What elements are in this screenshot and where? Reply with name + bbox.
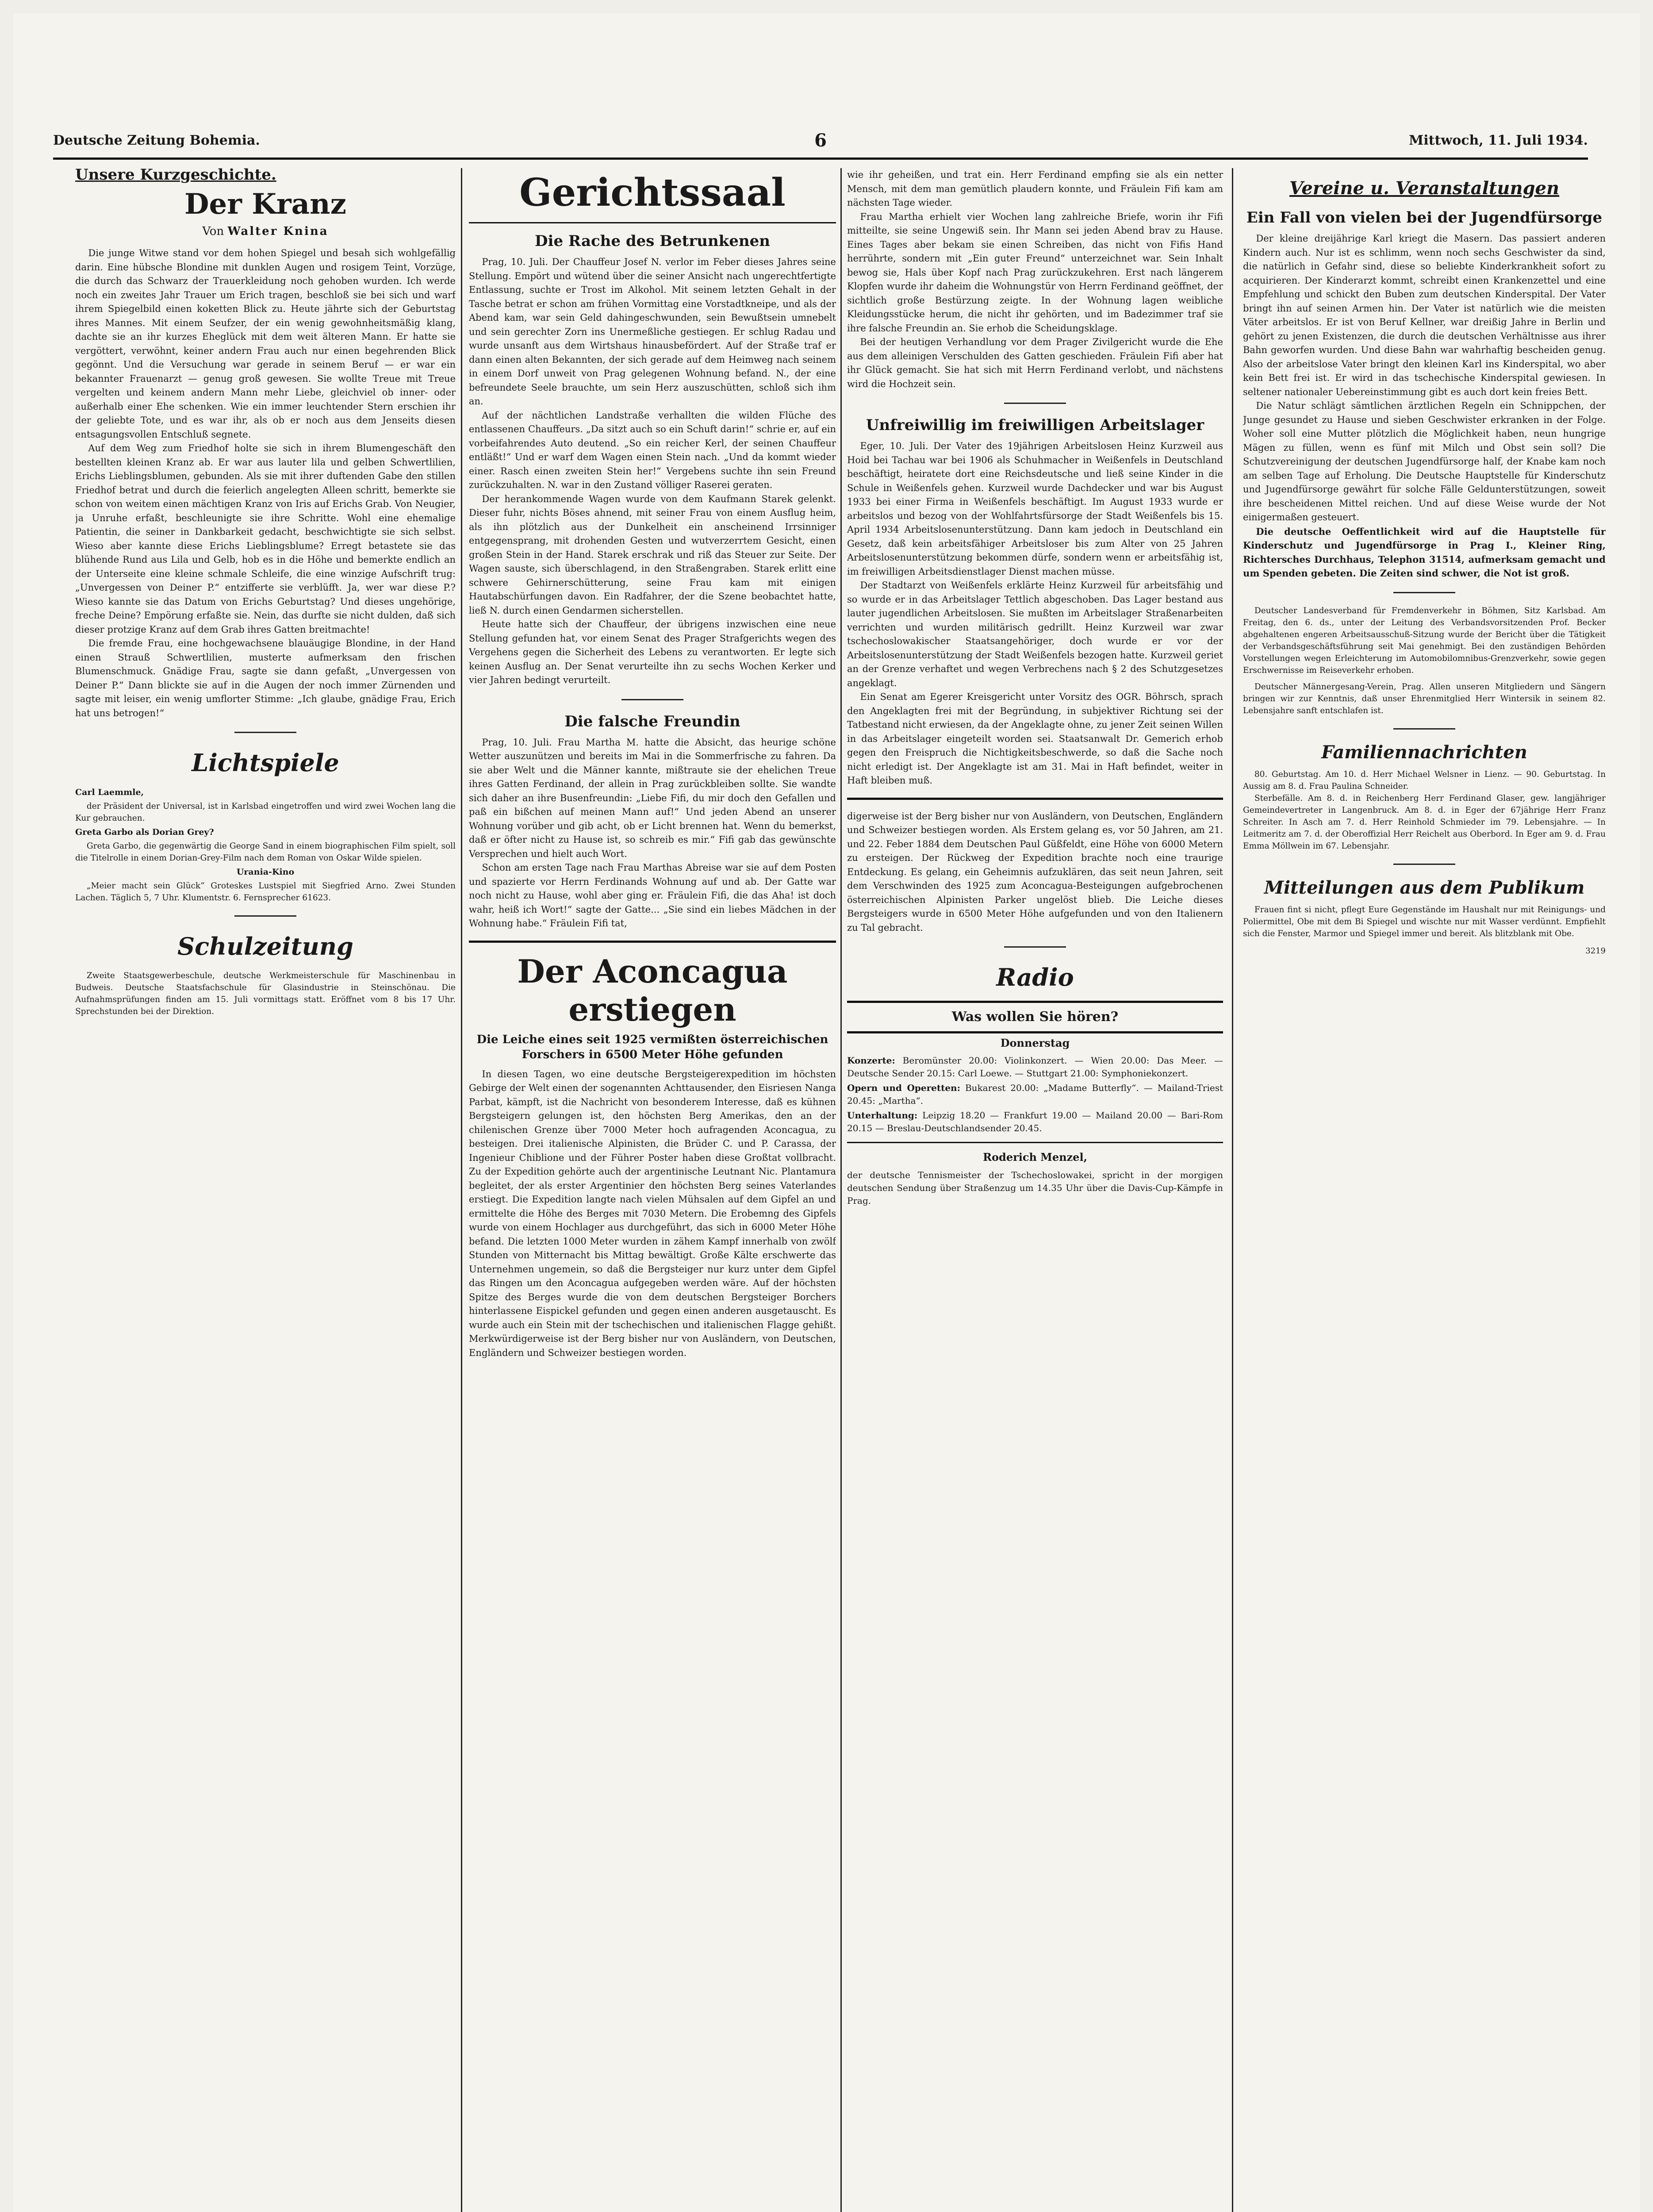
story-paragraph: Die fremde Frau, eine hochgewachsene blauäugige Blondine, in der Hand einen Strauß Schwertlilien, musterte aufmerksam den frischen Blumenschmuck. Gnädige Frau, sagte sie dann gefaßt, „Unvergessen von Deiner P.“ Dann blickte sie auf in die Augen der noch immer Zürnenden und sagte mit leiser, ein wenig umflorter Stimme: „Ich glaube, gnädige Frau, Erich hat uns betrogen!“ (75, 638, 456, 718)
film-entry-title: Carl Laemmle, (75, 787, 144, 797)
film-entry (75, 866, 456, 878)
page-number: 6 (814, 130, 827, 151)
article-paragraph: Die deutsche Oeffentlichkeit wird auf die Hauptstelle für Kinderschutz und Jugendfürsorge in Prag I., Kleiner Ring, Richtersches Durchhaus, Telephon 31514, aufmerksam gemacht und um Spenden gebeten. Die Zeiten sind schwer, die Not ist groß. (1243, 526, 1606, 579)
film-entry-text: der Präsident der Universal, ist in Karlsbad eingetroffen und wird zwei Wochen lang die Kur gebrauchen. (75, 802, 456, 823)
column-3 (847, 168, 1223, 2212)
byline-prefix: Von (202, 224, 224, 238)
column-2 (469, 168, 836, 2212)
article-paragraph: Die Natur schlägt sämtlichen ärztlichen Regeln ein Schnippchen, der Junge gesundet zu Hause und sieben Geschwister erkranken in der Folge. Woher soll eine Mutter plötzlich die Möglichkeit haben, neun hungrige Mägen zu füllen, wenn es fünf mit Milch und Obst sein soll? Die Schutzvereinigung der deutschen Jugendfürsorge half, der Knabe kam noch am selben Tage auf Erholung. Die Deutsche Hauptstelle für Kinderschutz und Jugendfürsorge gewährt für solche Fälle Geldunterstützungen, soweit ihre bescheidenen Mittel reichen. Und auf diese Weise wurde der Not einigermaßen gesteuert. (1243, 400, 1606, 522)
radio-item (847, 1082, 1223, 1107)
article-paragraph: Frau Martha erhielt vier Wochen lang zahlreiche Briefe, worin ihr Fifi mitteilte, sie seine Ungewiß sein. Ihr Mann sei jeden Abend brav zu Hause. Eines Tages aber bekam sie einen Schreiben, das nicht von Fifis Hand herrührte, sondern mit „Ein guter Freund“ unterzeichnet war. Sein Inhalt bewog sie, Hals über Kopf nach Prag zurückzukehren. Erst nach längerem Klopfen wurde ihr daheim die Wohnungstür von Herrn Ferdinand geöffnet, der sichtlich große Bestürzung zeigte. In der Wohnung lagen weibliche Kleidungsstücke herum, die nicht ihr gehörten, und im Badezimmer traf sie ihre falsche Freundin an. Sie erhob die Scheidungsklage. (847, 211, 1223, 334)
radio-box (847, 1001, 1223, 1033)
divider (621, 699, 683, 700)
divider (234, 732, 296, 733)
article-paragraph: In diesen Tagen, wo eine deutsche Bergsteigerexpedition im höchsten Gebirge der Welt einen der sogenannten Achttausender, den Eisriesen Nanga Parbat, kämpft, ist die Nachricht von besonderem Interesse, daß es kühnen Bergsteigern gelungen ist, den höchsten Berg Amerikas, den an der chilenischen Grenze über 7000 Meter hoch aufragenden Aconcagua, zu besteigen. Drei italienische Alpinisten, die Brüder C. und P. Carassa, der Ingenieur Chiblione und der Führer Poster haben diese Großtat vollbracht. Zu der Expedition gehörte auch der argentinische Leutnant Nic. Plantamura begleitet, der als erster Argentinier den höchsten Berg seines Vaterlandes erstiegt. Die Expedition langte nach vielen Mühsalen auf dem Gipfel an und ermittelte die Höhe des Berges mit 7030 Metern. Die Erobemng des Gipfels wurde von einem Hochlager aus durchgeführt, das sich in 6000 Meter Höhe befand. Die letzten 1000 Meter wurden in zähem Kampf innerhalb von zwölf Stunden von Mitternacht bis Mittag bewältigt. Große Kälte erschwerte das Unternehmen ungemein, so daß die Bergsteiger nur kurz unter dem Gipfel das Ringen um den Aconcagua aufgegeben werden wäre. Auf der höchsten Spitze des Berges wurde die von dem deutschen Bergsteiger Borchers hinterlassene Eispickel gefunden und gegen einen anderen ausgetauscht. Es wurde auch ein Stein mit der tschechischen und italienischen Flagge gehißt. Merkwürdigerweise ist der Berg bisher nur von Ausländern, von Deutschen, Engländern und Schweizer bestiegen worden. (469, 1068, 836, 1358)
kicker: Unsere Kurzgeschichte. (75, 168, 276, 184)
article-paragraph: Bei der heutigen Verhandlung vor dem Prager Zivilgericht wurde die Ehe aus dem alleinigen Verschulden des Gatten geschieden. Fräulein Fifi aber hat ihr Glück gemacht. Sie hat sich mit Herrn Ferdinand verlobt, und nächstens wird die Hochzeit sein. (847, 337, 1223, 389)
menzel-title: Roderich Menzel, (983, 1151, 1087, 1164)
film-entry (75, 826, 456, 838)
divider (469, 222, 836, 223)
article-paragraph: Heute hatte sich der Chauffeur, der übrigens inzwischen eine neue Stellung gefunden hat, vor einem Senat des Prager Strafgerichts wegen des Vergehens gegen die Sicherheit des Lebens zu verantworten. Er legte sich keinen Ausflug an. Der Senat verurteilte ihn zu sechs Wochen Kerker und vier Jahren bedingt verurteilt. (469, 619, 836, 685)
article-paragraph: Der herankommende Wagen wurde von dem Kaufmann Starek gelenkt. Dieser fuhr, nichts Böses ahnend, mit seiner Frau von einem Ausflug heim, als ihn plötzlich aus der Dunkelheit ein anscheinend Irrsinniger entgegensprang, mit drohenden Gesten und wutverzerrtem Gesicht, einen großen Stein in der Hand. Starek erschrak und riß das Steuer zur Seite. Der Wagen sauste, sich überschlagend, in den Straßengraben. Starek erlitt eine schwere Gehirnerschütterung, seine Frau kam mit einigen Hautabschürfungen davon. Ein Radfahrer, der die Szene beobachtet hatte, ließ N. durch einen Gendarmen sicherstellen. (469, 493, 836, 616)
info-code: 3219 (1585, 946, 1606, 956)
article-title: Die falsche Freundin (564, 712, 740, 730)
article-title: Die Rache des Betrunkenen (535, 232, 770, 250)
divider (234, 915, 296, 917)
article-title: Ein Fall von vielen bei der Jugendfürsorge (1246, 209, 1603, 227)
paper-name: Deutsche Zeitung Bohemia. (53, 133, 260, 148)
family-entry: 80. Geburtstag. Am 10. d. Herr Michael Welsner in Lienz. — 90. Geburtstag. In Aussig am 8. d. Frau Paulina Schneider. (1243, 769, 1606, 791)
film-entry-text: Greta Garbo, die gegenwärtig die George Sand in einem biographischen Film spielt, soll die Titelrolle in einem Dorian-Grey-Film nach dem Roman von Oskar Wilde spielen. (75, 841, 456, 863)
column-1 (75, 168, 456, 2212)
radio-item-text: Beromünster 20.00: Violinkonzert. — Wien 20.00: Das Meer. — Deutsche Sender 20.15: Carl Loewe. — Stuttgart 21.00: Symphoniekonzert. (847, 1055, 1223, 1079)
film-entry-text: „Meier macht sein Glück“ Groteskes Lustspiel mit Siegfried Arno. Zwei Stunden Lachen. Täglich 5, 7 Uhr. Klumentstr. 6. Fernsprecher 61623. (75, 881, 456, 902)
radio-title: Was wollen Sie hören? (951, 1009, 1119, 1025)
divider (847, 1142, 1223, 1143)
issue-date: Mittwoch, 11. Juli 1934. (1409, 133, 1588, 148)
notice-text: Deutscher Männergesang-Verein, Prag. Allen unseren Mitgliedern und Sängern bringen wir zur Kenntnis, daß unser Ehrenmitglied Herr Wintersik in seinem 82. Lebensjahre sanft entschlafen ist. (1243, 682, 1606, 715)
article-paragraph: Prag, 10. Juli. Der Chauffeur Josef N. verlor im Feber dieses Jahres seine Stellung. Empört und wütend über die seiner Ansicht nach ungerechtfertigte Entlassung, suchte er Trost im Alkohol. Mit seinem letzten Gehalt in der Tasche betrat er schon am frühen Vormittag eine Vorstadtkneipe, und als der Abend kam, war sein Geld dahingeschwunden, sein Bewußtsein umnebelt und sein gerechter Zorn ins Unermeßliche gestiegen. Er schlug Radau und wurde unsanft aus dem Wirtshaus hinausbefördert. Auf der Straße traf er dann einen alten Bekannten, der sich gerade auf dem Heimweg nach seinem in einem Dorf unweit von Prag gelegenen Wohnung befand. N., der eine befreundete Seele brauchte, um sein Herz auszuschütten, schloß sich ihm an. (469, 257, 836, 407)
radio-item (847, 1109, 1223, 1135)
article-paragraph: Der kleine dreijährige Karl kriegt die Masern. Das passiert anderen Kindern auch. Nur ist es schlimm, wenn noch sechs Geschwister da sind, die natürlich in Gefahr sind, diese so beliebte Kinderkrankheit sofort zu acquirieren. Der Kinderarzt kommt, schreibt einen Krankenzettel und eine Empfehlung und schickt den Buben zum deutschen Kinderspital. Der Vater bringt ihn auf seinen Armen hin. Der Vater ist natürlich wie die meisten Väter arbeitslos. Er ist von Beruf Kellner, war dreißig Jahre in Berlin und gehört zu jenen Existenzen, die durch die deutschen Verhältnisse aus ihrer Bahn geworfen wurden. Und diese Bahn war wahrhaftig bescheiden genug. Also der arbeitslose Vater bringt den kleinen Karl ins Kinderspital, wo aber kein Bett frei ist. Er wird in das tschechische Kinderspital gewiesen. In seltener nationaler Uebereinstimmung gibt es auch dort kein freies Bett. (1243, 233, 1606, 397)
divider (1393, 864, 1455, 865)
article-paragraph: Auf der nächtlichen Landstraße verhallten die wilden Flüche des entlassenen Chauffeurs. „Da sitzt auch so ein Schuft darin!“ schrie er, auf ein vorbeifahrendes Auto deutend. „So ein reicher Kerl, der seinen Chauffeur entläßt!“ Und er warf dem Wagen einen Stein nach. „Und da kommt wieder einer. Rasch einen zweiten Stein her!“ Vergebens suchte ihn sein Freund zurückzuhalten. N. war in den Zustand völliger Raserei geraten. (469, 410, 836, 490)
article-paragraph: Schon am ersten Tage nach Frau Marthas Abreise war sie auf dem Posten und spazierte vor Herrn Ferdinands Wohnung auf und ab. Der Gatte war noch nicht zu Hause, wohl aber ging er. Fräulein Fifi, die das Aha! ist doch wahr, heiß ich Wort!“ sagte der Gatte... „Sie sind ein liebes Mädchen in der Wohnung habe.“ Fräulein Fifi tat, (469, 862, 836, 929)
notice-text: Deutscher Landesverband für Fremdenverkehr in Böhmen, Sitz Karlsbad. Am Freitag, den 6. ds., unter der Leitung des Verbandsvorsitzenden Prof. Becker abgehaltenen engeren Arbeitsausschuß-Sitzung wurde der Bericht über die Tätigkeit der Verbandsgeschäftsführung seit Mai genehmigt. Bei den zuständigen Behörden Vorstellungen wegen Erleichterung im Automobilomnibus-Grenzverkehr, sowie gegen Erschwernisse im Reiseverkehr erhoben. (1243, 606, 1606, 675)
story-paragraph: Die junge Witwe stand vor dem hohen Spiegel und besah sich wohlgefällig darin. Eine hübsche Blondine mit dunklen Augen und rosigem Teint, Vorzüge, die durch das Schwarz der Trauerkleidung noch gehoben wurden. Ich werde noch ein zweites Jahr Trauer um Erich tragen, beschloß sie bei sich und warf ihrem Spiegelbild einen koketten Blick zu. Heute jährte sich der Geburtstag ihres Mannes. Mit einem Seufzer, der ein wenig gewohnheitsmäßig klang, dachte sie an ihr kurzes Eheglück mit dem weit älteren Mann. Er hatte sie vergöttert, verwöhnt, keiner andern Frau auch nur einen begehrenden Blick gegönnt. Und die Versuchung war gerade in seinem Beruf — er war ein bekannter Frauenarzt — genug groß gewesen. Sie wollte Treue mit Treue vergelten und keinem andern Mann mehr Liebe, gleichviel ob inner- oder außerhalb einer Ehe schenken. Wie ein immer leuchtender Stern erschien ihr der geliebte Tote, und es war ihr, als ob er noch aus dem Jenseits diesen entsagungsvollen Entschluß segnete. (75, 248, 456, 440)
school-text: Zweite Staatsgewerbeschule, deutsche Werkmeisterschule für Maschinenbau in Budweis. Deutsche Staatsfachschule für Glasindustrie in Steinschönau. Die Aufnahmsprüfungen finden am 15. Juli vormittags statt. Eröffnet vom 8 bis 17 Uhr. Sprechstunden bei der Direktion. (75, 971, 456, 1016)
film-entry-title: Greta Garbo als Dorian Grey? (75, 827, 214, 837)
byline (75, 225, 456, 239)
column-divider-3 (1232, 168, 1233, 2212)
aconcagua-subtitle: Die Leiche eines seit 1925 vermißten österreichischen Forschers in 6500 Meter Höhe gefunden (476, 1033, 828, 1061)
divider (1004, 946, 1066, 948)
radio-heading: Radio (996, 963, 1074, 991)
divider (469, 941, 836, 943)
section-title: Gerichtssaal (519, 170, 786, 215)
info-heading: Mitteilungen aus dem Publikum (1264, 877, 1585, 898)
divider (1393, 592, 1455, 593)
story-paragraph: Auf dem Weg zum Friedhof holte sie sich in ihrem Blumengeschäft den bestellten kleinen Kranz ab. Er war aus lauter lila und gelben Schwertlilien, Erichs Lieblingsblumen, gebunden. Als sie mit ihrer duftenden Gabe den stillen Friedhof betrat und durch die feierlich angelegten Alleen schritt, bemerkte sie schon von weitem einen mächtigen Kranz von Iris auf Erichs Grab. Von Neugier, ja Unruhe erfaßt, beschleunigte sie ihre Schritte. Wohl eine ehemalige Patientin, die seiner in Dankbarkeit gedacht, beschwichtigte sie sich selbst. Wieso aber kannte diese Erichs Lieblingsblume? Erregt betastete sie das blühende Rund aus Lila und Gelb, hob es in die Höhe und bemerkte endlich an der Unterseite eine kleine schmale Schleife, die eine winzige Aufschrift trug: „Unvergessen von Deiner P.“ entzifferte sie verblüfft. Ja, wer war diese P.? Wieso kannte sie das Datum von Erichs Geburtstag? Und dieses ungehörige, freche Deine? Empörung erfaßte sie. Nein, das durfte sie nicht dulden, daß sich dieser protzige Kranz auf dem Grab ihres Gatten breitmachte! (75, 443, 456, 635)
byline-author: Walter Knina (227, 224, 329, 238)
family-entry: Sterbefälle. Am 8. d. in Reichenberg Herr Ferdinand Glaser, gew. langjähriger Gemeindevertreter in Langenbruck. Am 8. d. in Eger der 67jährige Herr Franz Schreiter. In Asch am 7. d. Herr Reinhold Schmieder im 79. Lebensjahre. — In Leitmeritz am 7. d. der Oberoffizial Herr Reichelt aus Oberbord. In Eger am 9. d. Frau Emma Möllwein im 67. Lebensjahr. (1243, 793, 1606, 851)
article-paragraph: digerweise ist der Berg bisher nur von Ausländern, von Deutschen, Engländern und Schweizer bestiegen worden. Als Erstem gelang es, vor 50 Jahren, am 21. und 22. Feber 1884 dem Deutschen Paul Güßfeldt, eine Höhe von 6000 Metern zu ersteigen. Der Rückweg der Expedition brachte noch eine traurige Entdeckung. Es gelang, ein Geheimnis aufzuklären, das seit neun Jahren, seit dem Verschwinden des 1925 zum Aconcagua-Besteigungen aufgebrochenen österreichischen Alpinisten Parker ungelöst blieb. Die Leiche dieses Bergsteigers wurde in 6500 Meter Höhe aufgefunden und von den Italienern zu Tal gebracht. (847, 810, 1223, 933)
article-paragraph: Der Stadtarzt von Weißenfels erklärte Heinz Kurzweil für arbeitsfähig und so wurde er in das Arbeitslager Tettlich abgeschoben. Das Lager bestand aus lauter jugendlichen Arbeitslosen. Sie mußten im Arbeitslager Straßenarbeiten verrichten und wurden militärisch gedrillt. Heinz Kurzweil war zwar tschechoslowakischer Staatsangehöriger, doch wurde er vor der Arbeitslosenunterstützung der Stadt Weißenfels bezogen hatte. Kurzweil geriet an der Grenze verhaftet und wegen Verbrechens nach § 2 des Schutzgesetzes angeklagt. (847, 580, 1223, 688)
divider (847, 798, 1223, 800)
story-title: Der Kranz (184, 187, 346, 221)
menzel-text: der deutsche Tennismeister der Tschechoslowakei, spricht in der morgigen deutschen Sendung über Straßenzug um 14.35 Uhr über die Davis-Cup-Kämpfe in Prag. (847, 1169, 1223, 1206)
article-paragraph: Eger, 10. Juli. Der Vater des 19jährigen Arbeitslosen Heinz Kurzweil aus Hoid bei Tachau war bei 1906 als Schuhmacher in Weißenfels in Deutschland beschäftigt, heiratete dort eine Reichsdeutsche und ließ seine Kinder in die Schule in Weißenfels gehen. Kurzweil wurde Dachdecker und war bis August 1933 bei einer Firma in Weißenfels beschäftigt. Im August 1933 wurde er arbeitslos und bezog von der Wohlfahrtsfürsorge der Stadt Weißenfels bis 15. April 1934 Arbeitslosenunterstützung. Dann kam jedoch in Deutschland ein Gesetz, daß kein arbeitsfähiger Arbeitsloser bis zum Alter von 25 Jahren Arbeitslosenunterstützung bekommen dürfe, sondern wenn er arbeitsfähig ist, im freiwilligen Arbeitsdienstlager Dienst machen müsse. (847, 441, 1223, 577)
article-paragraph: Prag, 10. Juli. Frau Martha M. hatte die Absicht, das heurige schöne Wetter auszunützen und bereits im Mai in die Sommerfrische zu fahren. Da sie aber Welt und die Männer kannte, mißtraute sie der ehelichen Treue ihres Gatten Ferdinand, der allein in Prag zurückbleiben sollte. Sie wandte sich daher an ihre Busenfreundin: „Liebe Fifi, du mir doch den Gefallen und paß ein bißchen auf meinen Mann auf!“ Und jeden Abend an unserer Wohnung vorüber und gib acht, ob er Licht brennen hat. Wenn du bemerkst, daß er öfter nicht zu Hause ist, so schreib es mir.“ Fifi gab das gewünschte Versprechen und hielt auch Wort. (469, 737, 836, 859)
article-title: Unfreiwillig im freiwilligen Arbeitslager (866, 416, 1204, 434)
masthead-rule (53, 157, 1588, 160)
film-entry-title: Urania-Kino (236, 867, 295, 877)
radio-item-label: Konzerte: (847, 1055, 895, 1066)
radio-item-text: Leipzig 18.20 — Frankfurt 19.00 — Mailand 20.00 — Bari-Rom 20.15 — Breslau-Deutschlandsender 20.45. (847, 1110, 1223, 1133)
school-heading: Schulzeitung (177, 932, 353, 960)
film-entry (75, 786, 456, 799)
radio-day: Donnerstag (1000, 1036, 1070, 1049)
divider (1004, 403, 1066, 404)
column-divider-2 (840, 168, 842, 2212)
column-4 (1243, 168, 1606, 2212)
film-heading: Lichtspiele (192, 749, 339, 777)
column-divider-1 (461, 168, 462, 2212)
radio-item (847, 1054, 1223, 1080)
article-paragraph: wie ihr geheißen, und trat ein. Herr Ferdinand empfing sie als ein netter Mensch, mit dem man gemütlich plaudern konnte, und Fräulein Fifi kam am nächsten Tage wieder. (847, 169, 1223, 208)
masthead (53, 130, 1588, 159)
radio-item-label: Unterhaltung: (847, 1110, 918, 1121)
aconcagua-title: Der Aconcagua erstiegen (517, 952, 788, 1028)
info-text: Frauen fint si nicht, pflegt Eure Gegenstände im Haushalt nur mit Reinigungs- und Poliermittel, Obe mit dem Bi Spiegel und wischte nur mit Wasser verdünnt. Empfiehlt sich die Fenster, Marmor und Spiegel immer und bereit. Als blitzblank mit Obe. (1243, 905, 1606, 938)
family-heading: Familiennachrichten (1321, 741, 1527, 763)
radio-item-label: Opern und Operetten: (847, 1083, 960, 1093)
section-heading: Vereine u. Veranstaltungen (1289, 178, 1560, 199)
radio-item-text: Bukarest 20.00: „Madame Butterfly“. — Mailand-Triest 20.45: „Martha“. (847, 1083, 1223, 1106)
article-paragraph: Ein Senat am Egerer Kreisgericht unter Vorsitz des OGR. Böhrsch, sprach den Angeklagten frei mit der Begründung, in subjektiver Richtung sei der Tatbestand nicht erwiesen, da der Angeklagte ohne, zu jener Zeit seinen Willen in das Arbeitslager eingeteilt worden sei. Staatsanwalt Dr. Gemerich erhob gegen den Freispruch die Nichtigkeitsbeschwerde, so daß die Sache noch nicht erledigt ist. Der Angeklagte ist am 31. Mai in Haft befindet, weiter in Haft bleiben muß. (847, 691, 1223, 786)
divider (1393, 728, 1455, 730)
